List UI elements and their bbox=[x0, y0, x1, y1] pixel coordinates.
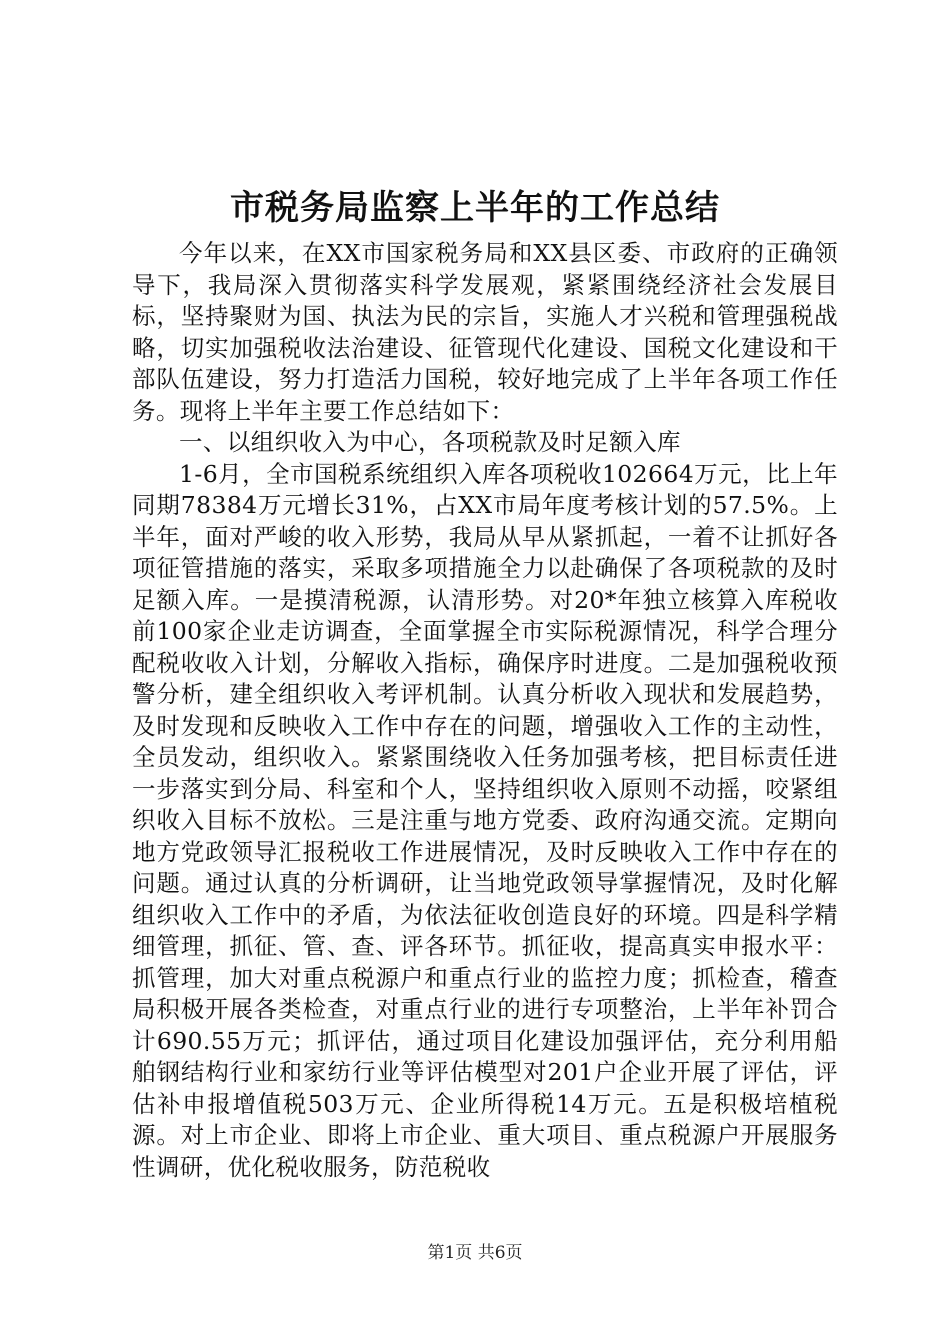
document-title: 市税务局监察上半年的工作总结 bbox=[230, 188, 720, 228]
intro-paragraph: 今年以来，在XX市国家税务局和XX县区委、市政府的正确领导下，我局深入贯彻落实科学发展观，紧紧围绕经济社会发展目标，坚持聚财为国、执法为民的宗旨，实施人才兴税和管理强税战略，切实加强税收法治建设、征管现代化建设、国税文化建设和干部队伍建设，努力打造活力国税，较好地完成了上半年各项工作任务。现将上半年主要工作总结如下： bbox=[132, 239, 838, 425]
revenue-paragraph: 1-6月，全市国税系统组织入库各项税收102664万元，比上年同期78384万元增长31%，占XX市局年度考核计划的57.5%。上半年，面对严峻的收入形势，我局从早从紧抓起，一着不让抓好各项征管措施的落实，采取多项措施全力以赴确保了各项税款的及时足额入库。一是摸清税源，认清形势。对20*年独立核算入库税收前100家企业走访调查，全面掌握全市实际税源情况，科学合理分配税收收入计划，分解收入指标，确保序时进度。二是加强税收预警分析，建全组织收入考评机制。认真分析收入现状和发展趋势，及时发现和反映收入工作中存在的问题，增强收入工作的主动性，全员发动，组织收入。紧紧围绕收入任务加强考核，把目标责任进一步落实到分局、科室和个人，坚持组织收入原则不动摇，咬紧组织收入目标不放松。三是注重与地方党委、政府沟通交流。定期向地方党政领导汇报税收工作进展情况，及时反映收入工作中存在的问题。通过认真的分析调研，让当地党政领导掌握情况，及时化解组织收入工作中的矛盾，为依法征收创造良好的环境。四是科学精细管理，抓征、管、查、评各环节。抓征收，提高真实申报水平：抓管理，加大对重点税源户和重点行业的监控力度；抓检查，稽查局积极开展各类检查，对重点行业的进行专项整治，上半年补罚合计690.55万元；抓评估，通过项目化建设加强评估，充分利用船舶钢结构行业和家纺行业等评估模型对201户企业开展了评估，评估补申报增值税503万元、企业所得税14万元。五是积极培植税源。对上市企业、即将上市企业、重大项目、重点税源户开展服务性调研，优化税收服务，防范税收 bbox=[132, 459, 838, 1181]
document-body bbox=[132, 238, 838, 1183]
page-number-footer: 第1页 共6页 bbox=[427, 1243, 523, 1263]
section-heading: 一、以组织收入为中心，各项税款及时足额入库 bbox=[179, 428, 681, 456]
